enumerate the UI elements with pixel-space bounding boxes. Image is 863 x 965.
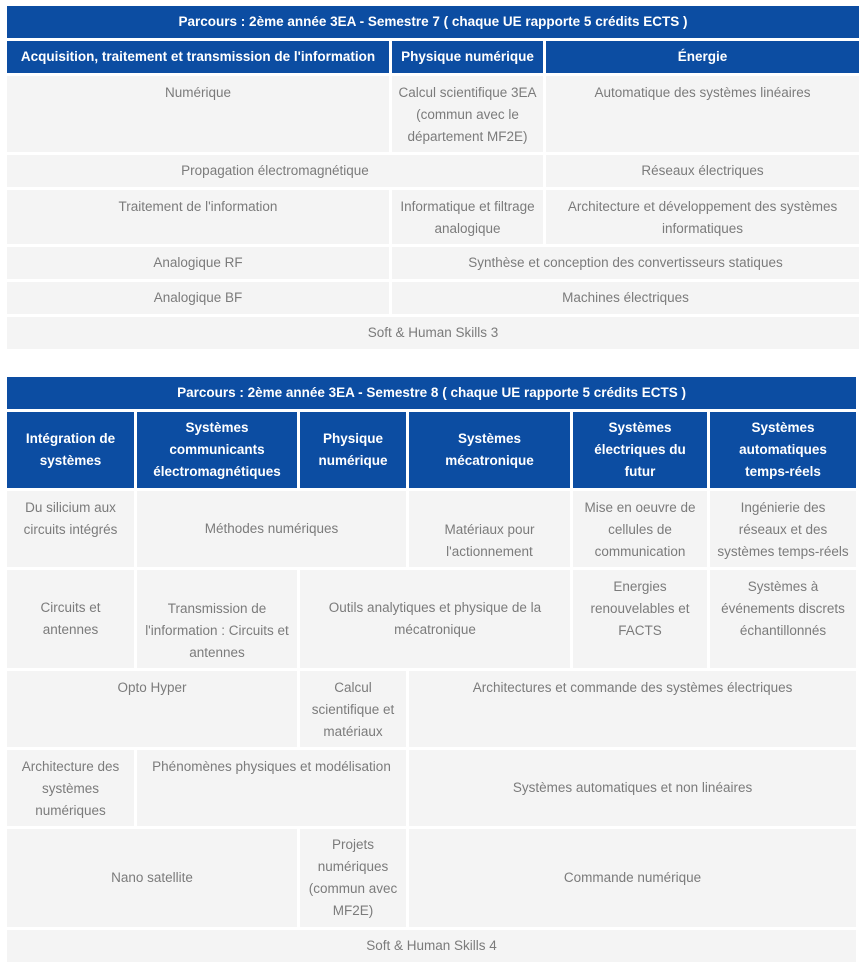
header-physique-numerique: Physique numérique <box>300 412 406 488</box>
header-automatiques: Systèmes automatiques temps-réels <box>710 412 856 488</box>
ue-propagation: Propagation électromagnétique <box>7 155 543 187</box>
ue-outils: Outils analytiques et physique de la mécatronique <box>300 570 570 668</box>
ue-architecture: Architecture et développement des systèmes informatiques <box>546 190 859 244</box>
ue-silicium: Du silicium aux circuits intégrés <box>7 491 134 567</box>
ue-ingenierie: Ingénierie des réseaux et des systèmes temps-réels <box>710 491 856 567</box>
ue-phenomenes: Phénomènes physiques et modélisation <box>137 750 406 826</box>
header-electriques-futur: Systèmes électriques du futur <box>573 412 707 488</box>
ue-soft-skills-4: Soft & Human Skills 4 <box>7 930 856 962</box>
semestre8-table <box>4 374 859 965</box>
ue-architecture-numeriques: Architecture des systèmes numériques <box>7 750 134 826</box>
ue-transmission: Transmission de l'information : Circuits et antennes <box>137 570 297 668</box>
ue-commande-numerique: Commande numérique <box>409 829 856 927</box>
ue-architectures-commande: Architectures et commande des systèmes électriques <box>409 671 856 747</box>
ue-evenements: Systèmes à événements discrets échantillonnés <box>710 570 856 668</box>
ue-methodes: Méthodes numériques <box>137 491 406 567</box>
ue-materiaux-actionnement: Matériaux pour l'actionnement <box>409 491 570 567</box>
ue-analogique-rf: Analogique RF <box>7 247 389 279</box>
header-energie: Énergie <box>546 41 859 73</box>
ue-calcul-materiaux: Calcul scientifique et matériaux <box>300 671 406 747</box>
ue-machines: Machines électriques <box>392 282 859 314</box>
ue-traitement: Traitement de l'information <box>7 190 389 244</box>
semestre8-title: Parcours : 2ème année 3EA - Semestre 8 ( chaque UE rapporte 5 crédits ECTS ) <box>7 377 856 409</box>
ue-energies: Energies renouvelables et FACTS <box>573 570 707 668</box>
ue-nano-satellite: Nano satellite <box>7 829 297 927</box>
header-communicants: Systèmes communicants électromagnétiques <box>137 412 297 488</box>
ue-analogique-bf: Analogique BF <box>7 282 389 314</box>
ue-circuits: Circuits et antennes <box>7 570 134 668</box>
ue-automatique: Automatique des systèmes linéaires <box>546 76 859 152</box>
ue-synthese: Synthèse et conception des convertisseurs statiques <box>392 247 859 279</box>
ue-mise-oeuvre: Mise en oeuvre de cellules de communication <box>573 491 707 567</box>
ue-opto-hyper: Opto Hyper <box>7 671 297 747</box>
ue-automatiques-non-lineaires: Systèmes automatiques et non linéaires <box>409 750 856 826</box>
ue-calcul-scientifique: Calcul scientifique 3EA (commun avec le département MF2E) <box>392 76 543 152</box>
semestre7-title: Parcours : 2ème année 3EA - Semestre 7 ( chaque UE rapporte 5 crédits ECTS ) <box>7 6 859 38</box>
header-physique-numerique: Physique numérique <box>392 41 543 73</box>
ue-soft-skills-3: Soft & Human Skills 3 <box>7 317 859 349</box>
ue-projets-numeriques: Projets numériques (commun avec MF2E) <box>300 829 406 927</box>
header-integration: Intégration de systèmes <box>7 412 134 488</box>
ue-reseaux: Réseaux électriques <box>546 155 859 187</box>
header-mecatronique: Systèmes mécatronique <box>409 412 570 488</box>
ue-informatique: Informatique et filtrage analogique <box>392 190 543 244</box>
ue-numerique: Numérique <box>7 76 389 152</box>
header-acquisition: Acquisition, traitement et transmission de l'information <box>7 41 389 73</box>
semestre7-table <box>4 3 862 352</box>
